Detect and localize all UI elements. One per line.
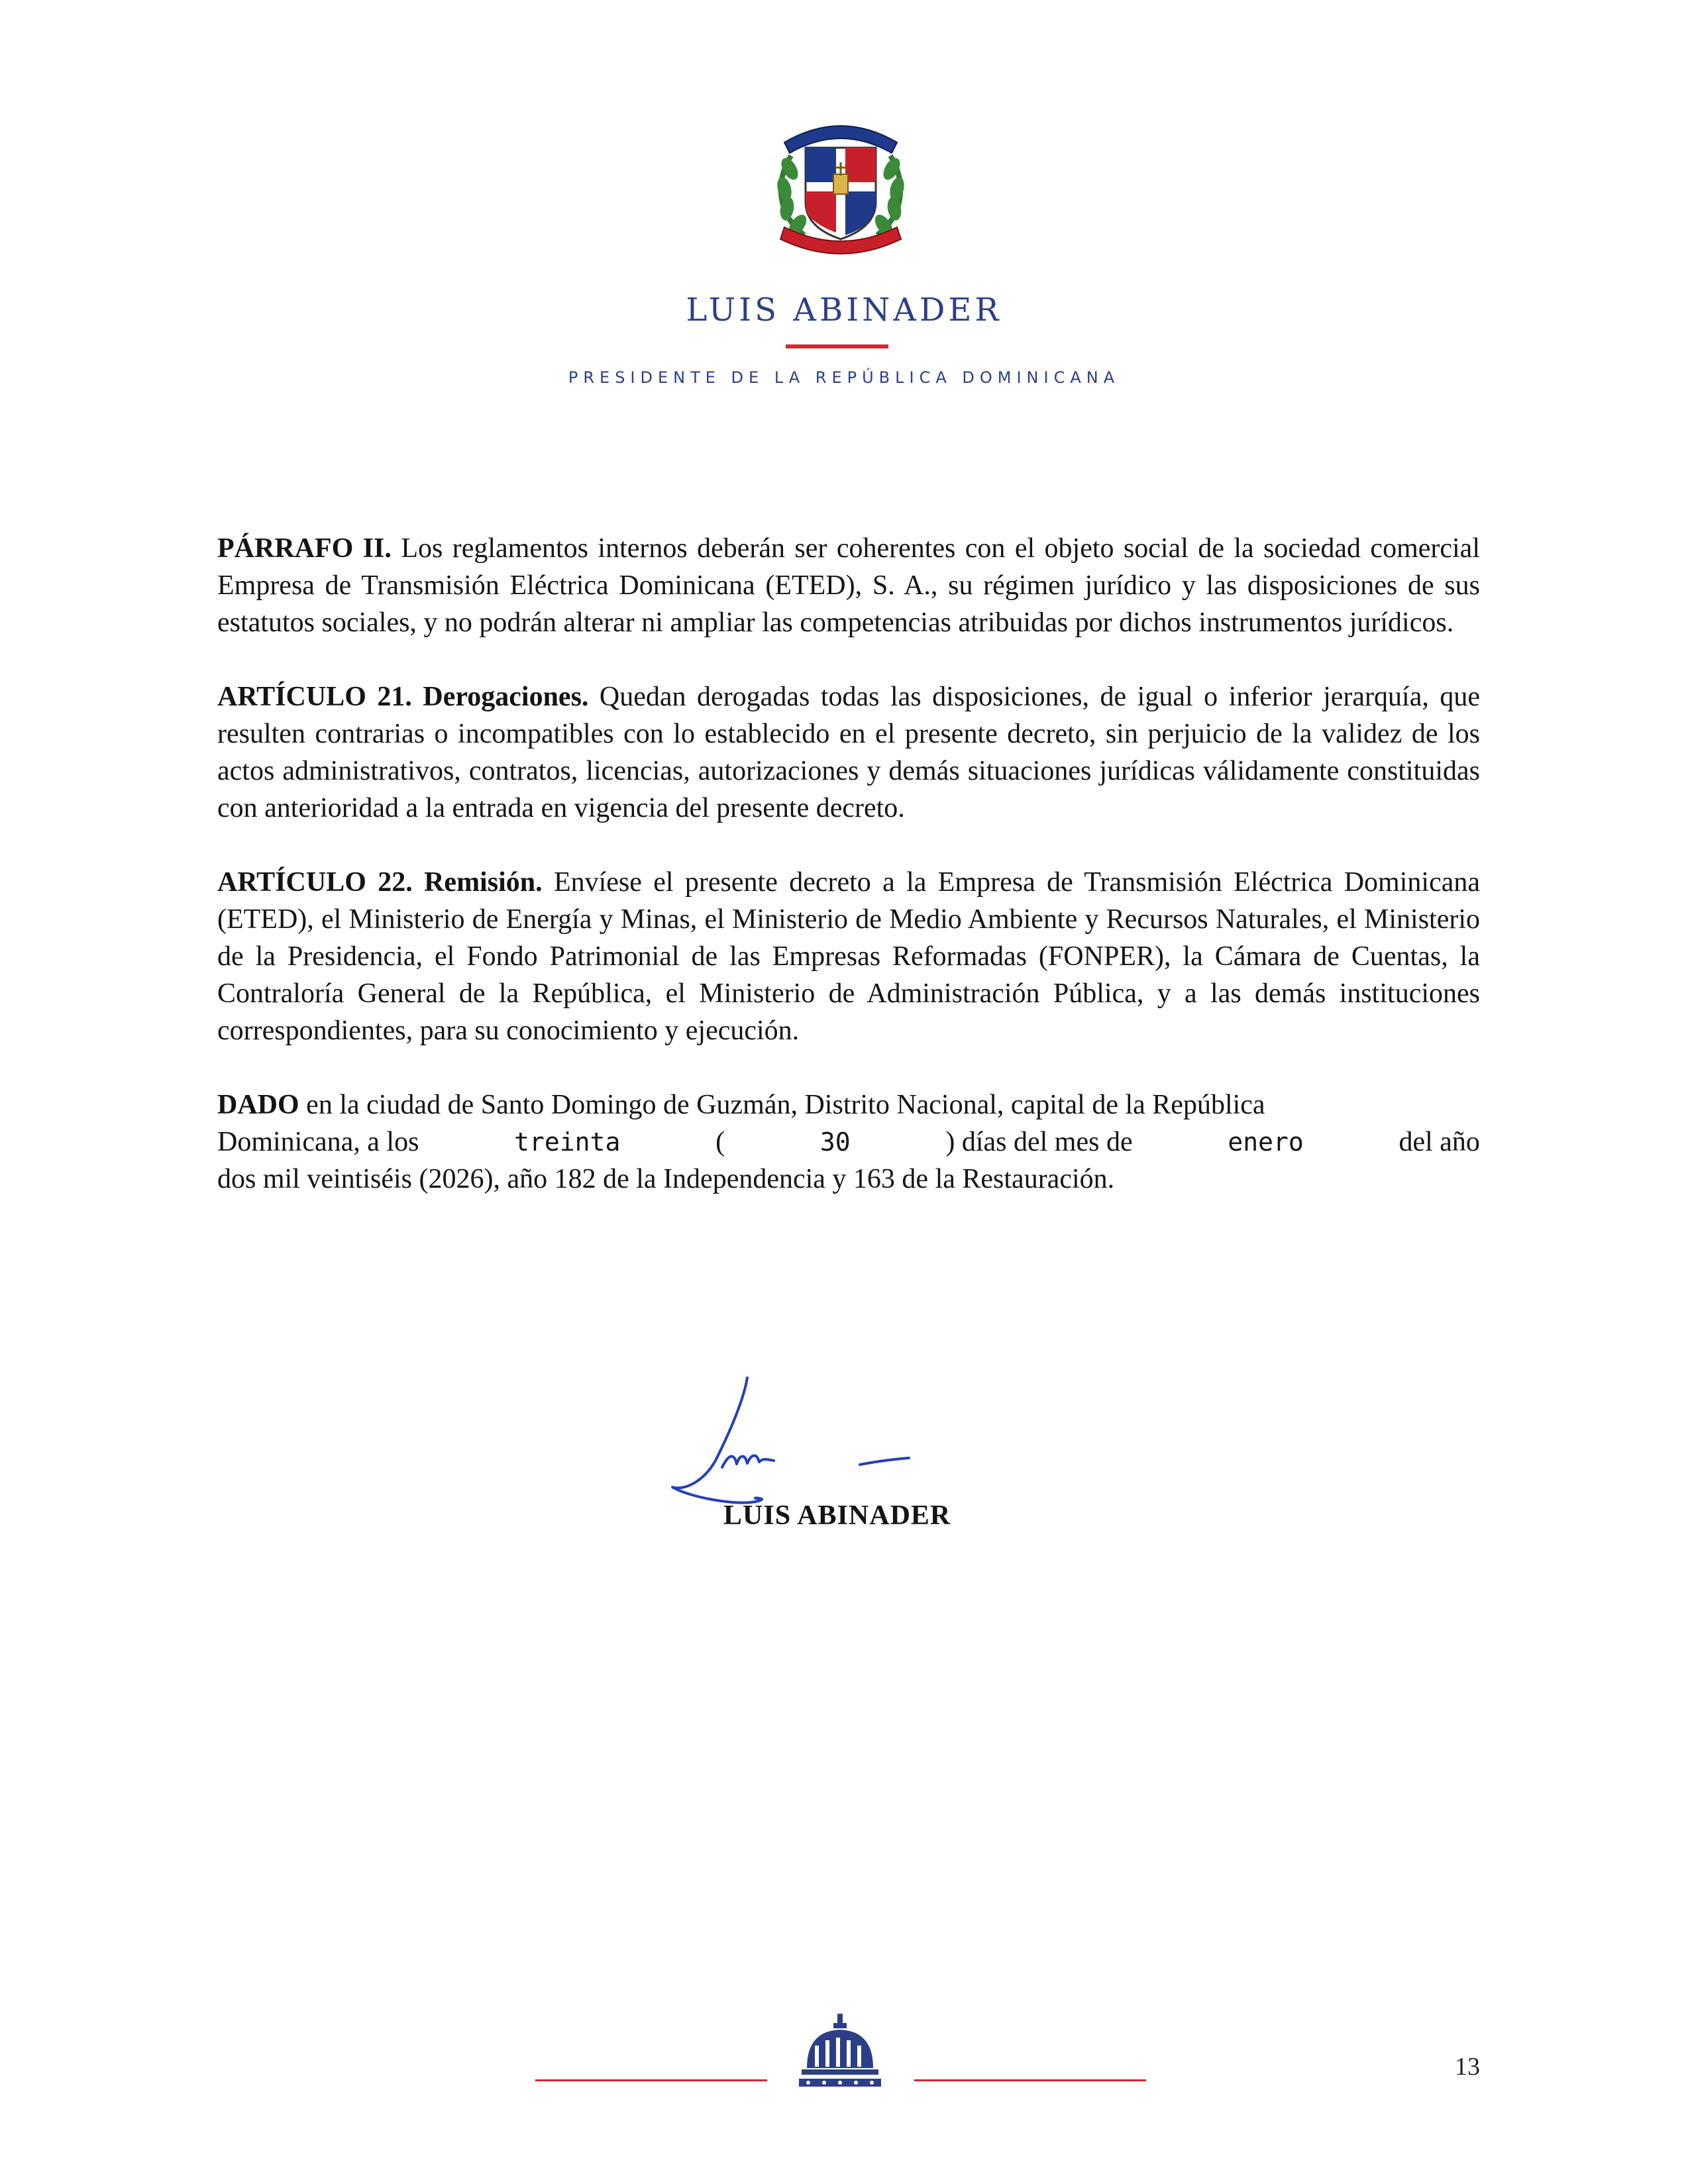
date-line-middle: ) días del mes de	[945, 1127, 1133, 1157]
paragraph-text: en la ciudad de Santo Domingo de Guzmán, Distrito Nacional, capital de la República	[299, 1090, 1265, 1120]
handwritten-signature-icon	[662, 1375, 927, 1514]
paragraph-text: Envíese el presente decreto a la Empresa de Transmisión Eléctrica Dominicana (ETED), el Ministerio de Energía y Minas, el Ministerio de Medio Ambiente y Recursos Naturales, el Ministerio de la Presidencia, el Fondo Patrimonial de las Empresas Reformadas (FONPER), la Cámara de Cuentas, la Contraloría General de la República, el Ministerio de Administración Pública, y a las demás instituciones correspondientes, para su conocimiento y ejecución.	[217, 867, 1480, 1046]
national-palace-dome-icon	[795, 2012, 885, 2092]
paragraph-label: ARTÍCULO 21. Derogaciones.	[217, 682, 589, 712]
paragraph-articulo-21	[217, 678, 1480, 827]
paragraph-parrafo-ii	[217, 530, 1480, 641]
paragraph-text: Los reglamentos internos deberán ser coherentes con el objeto social de la sociedad comercial Empresa de Transmisión Eléctrica Dominicana (ETED), S. A., su régimen jurídico y las disposiciones de sus estatutos sociales, y no podrán alterar ni ampliar las competencias atribuidas por dichos instrumentos jurídicos.	[217, 533, 1480, 638]
paren-open: (	[715, 1127, 725, 1157]
paragraph-label: DADO	[217, 1090, 299, 1120]
page-number: 13	[1455, 2053, 1480, 2081]
footer-divider-right	[914, 2079, 1146, 2081]
paragraph-text: Quedan derogadas todas las disposiciones, de igual o inferior jerarquía, que resulten contrarias o incompatibles con lo establecido en el presente decreto, sin perjuicio de la validez de los actos administrativos, contratos, licencias, autorizaciones y demás situaciones jurídicas válidamente constituidas con anterioridad a la entrada en vigencia del presente decreto.	[217, 682, 1480, 823]
signer-name: LUIS ABINADER	[723, 1500, 951, 1531]
day-number: 30	[819, 1127, 851, 1157]
document-body	[217, 530, 1480, 1235]
month-name: enero	[1228, 1127, 1304, 1157]
date-line	[217, 1123, 1480, 1161]
paragraph-dado	[217, 1086, 1480, 1198]
paragraph-label: ARTÍCULO 22. Remisión.	[217, 867, 543, 898]
paragraph-articulo-22	[217, 864, 1480, 1049]
header-name: LUIS ABINADER	[686, 291, 1002, 329]
header-subtitle: PRESIDENTE DE LA REPÚBLICA DOMINICANA	[568, 368, 1120, 387]
day-in-words: treinta	[514, 1127, 621, 1157]
date-line-prefix: Dominicana, a los	[217, 1127, 419, 1157]
date-line-suffix: del año	[1398, 1127, 1480, 1157]
date-line-final: dos mil veintiséis (2026), año 182 de la Independencia y 163 de la Restauración.	[217, 1164, 1115, 1194]
footer-divider-left	[535, 2079, 767, 2081]
dominican-coat-of-arms-icon	[765, 109, 917, 255]
paragraph-label: PÁRRAFO II.	[217, 533, 392, 564]
header-divider	[786, 344, 888, 348]
